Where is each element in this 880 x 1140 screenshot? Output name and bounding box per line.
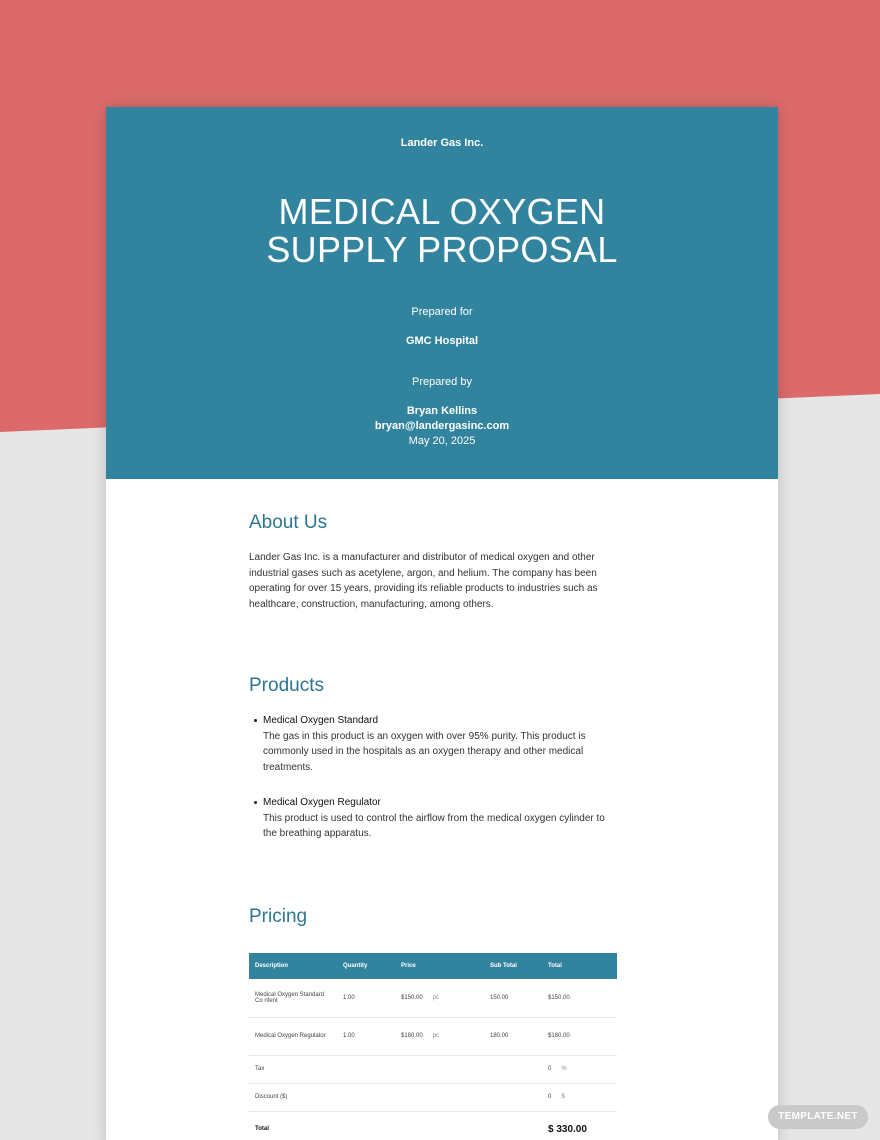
prepared-by-email: bryan@landergasinc.com <box>374 420 510 432</box>
product-name: Medical Oxygen Regulator <box>263 797 381 808</box>
row-unit: pc <box>432 1033 440 1039</box>
column-header: Description <box>249 953 337 979</box>
title-line-2: SUPPLY PROPOSAL <box>266 229 618 270</box>
total-value: $ 330.00 <box>548 1123 587 1135</box>
row-price-cell <box>395 1017 484 1055</box>
pricing-heading: Pricing <box>249 906 308 927</box>
product-description: The gas in this product is an oxygen with over 95% purity. This product is commonly used in the hospitals as an oxygen therapy and other medical treatments. <box>263 730 586 773</box>
tax-row <box>249 1055 617 1083</box>
list-item <box>249 795 619 842</box>
products-list <box>249 713 619 854</box>
row-description: Medical Oxygen Regulator <box>249 1017 337 1055</box>
cover-header <box>106 107 778 479</box>
row-price: $150.00 <box>401 994 423 1001</box>
company-name: Lander Gas Inc. <box>400 137 484 149</box>
column-header: Quantity <box>337 953 395 979</box>
total-row <box>249 1111 617 1140</box>
tax-label: Tax <box>249 1055 337 1083</box>
title-line-1: MEDICAL OXYGEN <box>278 191 606 232</box>
discount-row <box>249 1083 617 1111</box>
prepared-for-label: Prepared for <box>411 306 473 318</box>
column-header: Sub Total <box>484 953 542 979</box>
document-page <box>106 107 778 1140</box>
table-row <box>249 979 617 1017</box>
list-item <box>249 713 619 775</box>
row-total: $180.00 <box>542 1017 617 1055</box>
discount-value: 0 <box>548 1094 552 1100</box>
tax-cell <box>542 1055 617 1083</box>
pricing-table <box>249 953 617 1140</box>
row-price-cell <box>395 979 484 1017</box>
about-text: Lander Gas Inc. is a manufacturer and distributor of medical oxygen and other industrial gases such as acetylene, argon, and helium. The company has been operating for over 15 years, providing its reliable products to industries such as healthcare, construction, manufacturing, among others. <box>249 552 598 610</box>
column-header: Total <box>542 953 617 979</box>
row-quantity: 1.00 <box>337 1017 395 1055</box>
product-description: This product is used to control the airflow from the medical oxygen cylinder to the breathing apparatus. <box>263 812 605 839</box>
tax-value: 0 <box>548 1066 552 1072</box>
tax-unit: % <box>561 1066 567 1072</box>
column-header: Price <box>395 953 484 979</box>
table-header-row <box>249 953 617 979</box>
row-price: $180.00 <box>401 1033 423 1039</box>
document-title <box>106 193 778 269</box>
proposal-date: May 20, 2025 <box>408 435 476 447</box>
row-subtotal: 150.00 <box>484 979 542 1017</box>
discount-label: Discount ($) <box>249 1083 337 1111</box>
products-heading: Products <box>249 675 324 696</box>
row-quantity: 1.00 <box>337 979 395 1017</box>
row-description: Medical Oxygen Standard Co nfent <box>249 979 337 1017</box>
row-subtotal: 180.00 <box>484 1017 542 1055</box>
about-heading: About Us <box>249 512 328 533</box>
prepared-by-label: Prepared by <box>412 376 472 388</box>
table-row <box>249 1017 617 1055</box>
product-name: Medical Oxygen Standard <box>263 715 379 726</box>
discount-unit: $ <box>561 1094 565 1100</box>
prepared-by-name: Bryan Kellins <box>406 405 478 417</box>
discount-cell <box>542 1083 617 1111</box>
total-label: Total <box>255 1126 269 1133</box>
row-total: $150.00 <box>542 979 617 1017</box>
row-unit: pc <box>432 994 440 1001</box>
template-watermark[interactable]: TEMPLATE.NET <box>768 1105 868 1129</box>
prepared-for-value: GMC Hospital <box>405 335 479 347</box>
